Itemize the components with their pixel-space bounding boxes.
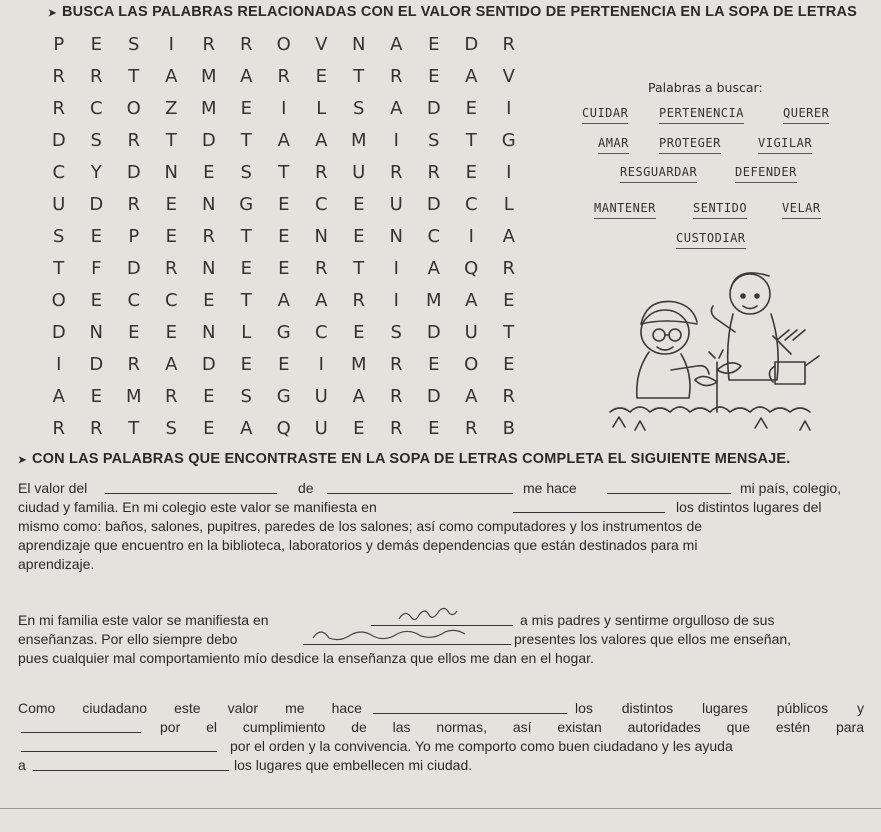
grid-letter[interactable]: S — [240, 385, 252, 407]
grid-letter[interactable]: E — [428, 65, 440, 87]
text: que — [726, 719, 750, 735]
grid-letter[interactable]: E — [353, 321, 365, 343]
grid-letter[interactable]: A — [240, 65, 253, 87]
grid-letter[interactable]: A — [465, 65, 478, 87]
grid-letter[interactable]: T — [353, 257, 365, 279]
grid-letter[interactable]: D — [426, 385, 441, 407]
grid-letter[interactable]: E — [465, 161, 477, 183]
grid-letter[interactable]: I — [506, 97, 512, 119]
grid-letter[interactable]: E — [353, 417, 365, 439]
text: distintos — [621, 700, 674, 716]
grid-letter[interactable]: T — [128, 65, 140, 87]
grid-letter[interactable]: T — [53, 257, 65, 279]
grid-letter[interactable]: P — [128, 225, 140, 247]
text: a mis padres y sentirme orgulloso de sus — [520, 612, 775, 628]
grid-letter[interactable]: A — [502, 225, 515, 247]
answer-blank[interactable] — [21, 737, 217, 752]
grid-letter[interactable]: E — [353, 193, 365, 215]
grid-letter[interactable]: C — [427, 225, 441, 247]
grid-letter[interactable]: D — [426, 97, 441, 119]
word-item: CUIDAR — [582, 106, 628, 124]
text: las — [392, 719, 411, 735]
grid-letter[interactable]: R — [164, 385, 178, 407]
grid-letter[interactable]: U — [314, 417, 328, 439]
grid-letter[interactable]: N — [89, 321, 103, 343]
text: En mi familia este valor se manifiesta en — [18, 612, 269, 628]
text: a — [18, 757, 26, 773]
answer-blank[interactable] — [327, 479, 513, 494]
grid-letter[interactable]: R — [389, 385, 403, 407]
word-item: RESGUARDAR — [620, 165, 697, 183]
grid-letter[interactable]: I — [506, 161, 512, 183]
grid-letter[interactable]: A — [240, 417, 253, 439]
grid-letter[interactable]: D — [426, 321, 441, 343]
text: me hace — [523, 480, 577, 496]
grid-letter[interactable]: I — [56, 353, 62, 375]
grid-letter[interactable]: S — [353, 97, 365, 119]
paragraph-city — [18, 699, 868, 775]
word-item: VELAR — [782, 201, 821, 219]
grid-letter[interactable]: T — [165, 129, 177, 151]
grid-letter[interactable]: R — [314, 161, 328, 183]
grid-letter[interactable]: M — [425, 289, 442, 311]
grid-letter[interactable]: N — [389, 225, 403, 247]
answer-blank[interactable] — [21, 718, 141, 733]
grid-letter[interactable]: S — [90, 129, 102, 151]
grid-letter[interactable]: E — [203, 289, 215, 311]
grid-letter[interactable]: S — [390, 321, 402, 343]
text: existan — [557, 719, 602, 735]
arrow-bullet-icon: ➤ — [18, 455, 27, 466]
grid-letter[interactable]: D — [201, 129, 216, 151]
handwritten-answer-scribble — [371, 607, 513, 623]
word-item: QUERER — [783, 106, 829, 124]
grid-letter[interactable]: D — [89, 193, 104, 215]
grid-letter[interactable]: E — [465, 97, 477, 119]
grid-letter[interactable]: R — [202, 33, 215, 55]
grid-row — [40, 348, 528, 380]
text: pues cualquier mal comportamiento mío desdice la enseñanza que ellos me dan en el hogar. — [18, 650, 594, 666]
grid-letter[interactable]: F — [91, 257, 102, 279]
grid-letter[interactable]: C — [314, 321, 328, 343]
grid-row — [40, 60, 528, 92]
grid-letter[interactable]: E — [503, 289, 515, 311]
grid-letter[interactable]: T — [465, 129, 477, 151]
word-item: DEFENDER — [735, 165, 797, 183]
text: hace — [331, 700, 362, 716]
grid-letter[interactable]: L — [316, 97, 327, 119]
text: autoridades — [627, 719, 701, 735]
word-item: VIGILAR — [758, 136, 812, 154]
grid-letter[interactable]: A — [277, 289, 290, 311]
answer-blank[interactable] — [513, 498, 665, 513]
text: los lugares que embellecen mi ciudad. — [234, 757, 473, 773]
grid-letter[interactable]: M — [200, 97, 217, 119]
grid-letter[interactable]: E — [278, 353, 290, 375]
grid-letter[interactable]: R — [239, 33, 253, 55]
instruction-heading-1: ➤ BUSCA LAS PALABRAS RELACIONADAS CON EL VALOR SENTIDO DE PERTENENCIA EN LA SOPA DE LETRAS — [48, 4, 858, 20]
grid-letter[interactable]: M — [200, 65, 217, 87]
text: lugares — [701, 700, 748, 716]
grid-letter[interactable]: C — [164, 289, 178, 311]
grid-row — [40, 156, 528, 188]
text: de — [351, 719, 367, 735]
grid-letter[interactable]: E — [90, 33, 102, 55]
text: valor — [227, 700, 258, 716]
grid-letter[interactable]: U — [52, 193, 66, 215]
answer-blank[interactable] — [371, 611, 513, 626]
answer-blank[interactable] — [607, 479, 731, 494]
grid-letter[interactable]: I — [393, 129, 399, 151]
grid-letter[interactable]: A — [427, 257, 440, 279]
grid-letter[interactable]: N — [164, 161, 178, 183]
grid-letter[interactable]: R — [427, 161, 440, 183]
grid-letter[interactable]: E — [278, 193, 290, 215]
paragraph-school — [18, 479, 868, 574]
grid-letter[interactable]: R — [127, 353, 140, 375]
grid-row — [40, 124, 528, 156]
grid-letter[interactable]: N — [202, 193, 216, 215]
text: enseñanzas. Por ello siempre debo — [18, 631, 238, 647]
text: por el orden y la convivencia. Yo me comporto como buen ciudadano y les ayuda — [230, 738, 733, 754]
grid-letter[interactable]: I — [168, 33, 174, 55]
grid-letter[interactable]: R — [389, 161, 403, 183]
text: los distintos lugares del — [676, 499, 822, 515]
grid-letter[interactable]: R — [89, 417, 103, 439]
grid-letter[interactable]: E — [165, 225, 177, 247]
grid-letter[interactable]: C — [52, 161, 66, 183]
grid-letter[interactable]: A — [390, 33, 403, 55]
word-item: AMAR — [598, 136, 629, 154]
grid-letter[interactable]: E — [353, 225, 365, 247]
grid-letter[interactable]: B — [502, 417, 515, 439]
grid-letter[interactable]: E — [165, 321, 177, 343]
text: el — [206, 719, 217, 735]
grid-letter[interactable]: E — [203, 417, 215, 439]
grid-letter[interactable]: V — [315, 33, 328, 55]
word-item: PERTENENCIA — [659, 106, 744, 124]
grid-letter[interactable]: U — [389, 193, 403, 215]
text: presentes los valores que ellos me enseñan, — [514, 631, 792, 647]
grid-letter[interactable]: E — [165, 193, 177, 215]
grid-letter[interactable]: R — [127, 193, 140, 215]
grid-row — [40, 28, 528, 60]
grid-letter[interactable]: L — [503, 193, 514, 215]
children-protecting-plant-illustration — [605, 252, 835, 442]
text: estén — [775, 719, 811, 735]
grid-letter[interactable]: E — [428, 353, 440, 375]
answer-blank[interactable] — [303, 630, 511, 645]
grid-letter[interactable]: I — [318, 353, 324, 375]
grid-letter[interactable]: A — [465, 385, 478, 407]
grid-letter[interactable]: R — [389, 353, 403, 375]
grid-letter[interactable]: O — [126, 97, 141, 119]
grid-letter[interactable]: A — [315, 289, 328, 311]
grid-letter[interactable]: D — [126, 161, 141, 183]
grid-letter[interactable]: V — [502, 65, 515, 87]
arrow-bullet-icon: ➤ — [48, 8, 57, 19]
grid-letter[interactable]: R — [464, 417, 478, 439]
grid-letter[interactable]: E — [428, 417, 440, 439]
grid-letter[interactable]: E — [428, 33, 440, 55]
grid-letter[interactable]: O — [276, 33, 291, 55]
word-item: PROTEGER — [659, 136, 721, 154]
grid-letter[interactable]: I — [468, 225, 474, 247]
grid-letter[interactable]: E — [203, 161, 215, 183]
grid-letter[interactable]: S — [165, 417, 177, 439]
text: normas, — [436, 719, 487, 735]
grid-letter[interactable]: R — [352, 289, 365, 311]
text: públicos — [776, 700, 829, 716]
grid-letter[interactable]: D — [201, 353, 216, 375]
grid-letter[interactable]: R — [52, 97, 65, 119]
text: cumplimiento — [242, 719, 326, 735]
grid-letter[interactable]: S — [53, 225, 65, 247]
text: para — [835, 719, 864, 735]
grid-letter[interactable]: R — [52, 65, 65, 87]
grid-letter[interactable]: M — [350, 129, 367, 151]
word-item: SENTIDO — [693, 201, 747, 219]
grid-row — [40, 220, 528, 252]
grid-letter[interactable]: E — [90, 385, 102, 407]
grid-letter[interactable]: N — [352, 33, 366, 55]
grid-letter[interactable]: R — [52, 417, 65, 439]
grid-letter[interactable]: A — [315, 129, 328, 151]
grid-letter[interactable]: R — [202, 225, 215, 247]
grid-letter[interactable]: E — [503, 353, 515, 375]
grid-letter[interactable]: T — [240, 129, 252, 151]
grid-letter[interactable]: D — [464, 33, 479, 55]
text: mismo como: baños, salones, pupitres, paredes de los salones; así como computadores y los instrumentos de — [18, 518, 703, 534]
grid-letter[interactable]: E — [90, 289, 102, 311]
grid-letter[interactable]: T — [503, 321, 515, 343]
grid-letter[interactable]: O — [464, 353, 479, 375]
grid-letter[interactable]: T — [240, 289, 252, 311]
grid-letter[interactable]: G — [501, 129, 516, 151]
handwritten-answer-scribble — [303, 626, 511, 642]
grid-letter[interactable]: G — [276, 321, 291, 343]
grid-letter[interactable]: S — [428, 129, 440, 151]
word-item: CUSTODIAR — [676, 231, 746, 249]
grid-letter[interactable]: S — [240, 161, 252, 183]
grid-letter[interactable]: E — [240, 97, 252, 119]
text: aprendizaje que encuentro en la biblioteca, laboratorios y demás dependencias que están destinados para mi — [18, 537, 698, 553]
grid-letter[interactable]: D — [51, 129, 66, 151]
grid-letter[interactable]: Q — [276, 417, 291, 439]
text: por — [160, 719, 181, 735]
grid-letter[interactable]: M — [350, 353, 367, 375]
grid-letter[interactable]: E — [128, 321, 140, 343]
grid-letter[interactable]: C — [314, 193, 328, 215]
grid-letter[interactable]: R — [502, 257, 515, 279]
word-list-title: Palabras a buscar: — [648, 80, 763, 95]
grid-row — [40, 316, 528, 348]
grid-letter[interactable]: A — [52, 385, 65, 407]
text: El valor del — [18, 480, 88, 496]
grid-letter[interactable]: R — [277, 65, 290, 87]
grid-letter[interactable]: U — [352, 161, 366, 183]
word-search-grid — [40, 28, 528, 444]
answer-blank[interactable] — [373, 699, 567, 714]
grid-letter[interactable]: R — [502, 33, 515, 55]
grid-letter[interactable]: T — [278, 161, 290, 183]
paragraph-family — [18, 611, 868, 668]
text: mi país, colegio, — [740, 480, 842, 496]
text: así — [512, 719, 532, 735]
grid-letter[interactable]: R — [502, 385, 515, 407]
grid-letter[interactable]: Q — [464, 257, 479, 279]
text: y — [857, 700, 864, 716]
grid-letter[interactable]: E — [90, 225, 102, 247]
grid-letter[interactable]: E — [203, 385, 215, 407]
grid-letter[interactable]: C — [127, 289, 141, 311]
grid-letter[interactable]: L — [241, 321, 252, 343]
grid-letter[interactable]: Y — [90, 161, 102, 183]
grid-letter[interactable]: R — [127, 129, 140, 151]
grid-letter[interactable]: T — [128, 417, 140, 439]
answer-blank[interactable] — [105, 479, 277, 494]
answer-blank[interactable] — [33, 756, 229, 771]
grid-row — [40, 92, 528, 124]
text: me — [285, 700, 305, 716]
grid-letter[interactable]: R — [89, 65, 103, 87]
grid-letter[interactable]: T — [240, 225, 252, 247]
instruction-heading-2: ➤ CON LAS PALABRAS QUE ENCONTRASTE EN LA SOPA DE LETRAS COMPLETA EL SIGUIENTE MENSAJE. — [18, 451, 791, 467]
grid-letter[interactable]: A — [465, 289, 478, 311]
grid-row — [40, 412, 528, 444]
text: este — [174, 700, 201, 716]
grid-row — [40, 284, 528, 316]
grid-letter[interactable]: C — [89, 97, 103, 119]
grid-letter[interactable]: E — [240, 353, 252, 375]
grid-letter[interactable]: A — [390, 97, 403, 119]
word-item: MANTENER — [594, 201, 656, 219]
grid-row — [40, 252, 528, 284]
grid-letter[interactable]: A — [165, 65, 178, 87]
text: los — [575, 700, 593, 716]
grid-letter[interactable]: R — [314, 257, 328, 279]
grid-letter[interactable]: C — [464, 193, 478, 215]
grid-letter[interactable]: I — [393, 257, 399, 279]
grid-letter[interactable]: G — [276, 385, 291, 407]
text: de — [298, 480, 314, 496]
grid-letter[interactable]: S — [128, 33, 140, 55]
grid-letter[interactable]: R — [389, 65, 403, 87]
grid-letter[interactable]: A — [352, 385, 365, 407]
grid-letter[interactable]: O — [51, 289, 66, 311]
grid-letter[interactable]: U — [464, 321, 478, 343]
grid-letter[interactable]: E — [240, 257, 252, 279]
grid-letter[interactable]: G — [239, 193, 254, 215]
grid-row — [40, 380, 528, 412]
grid-letter[interactable]: I — [281, 97, 287, 119]
grid-letter[interactable]: N — [202, 321, 216, 343]
grid-letter[interactable]: M — [125, 385, 142, 407]
grid-letter[interactable]: R — [389, 417, 403, 439]
grid-letter[interactable]: E — [278, 225, 290, 247]
text: ciudadano — [82, 700, 148, 716]
grid-letter[interactable]: N — [314, 225, 328, 247]
grid-letter[interactable]: D — [126, 257, 141, 279]
text: ciudad y familia. En mi colegio este valor se manifiesta en — [18, 499, 377, 515]
grid-letter[interactable]: P — [53, 33, 65, 55]
grid-letter[interactable]: N — [202, 257, 216, 279]
grid-letter[interactable]: A — [277, 129, 290, 151]
grid-letter[interactable]: T — [353, 65, 365, 87]
grid-letter[interactable]: A — [165, 353, 178, 375]
grid-letter[interactable]: D — [426, 193, 441, 215]
text: aprendizaje. — [18, 556, 95, 572]
page-divider — [0, 808, 881, 809]
grid-letter[interactable]: U — [314, 385, 328, 407]
grid-row — [40, 188, 528, 220]
grid-letter[interactable]: D — [51, 321, 66, 343]
grid-letter[interactable]: E — [278, 257, 290, 279]
grid-letter[interactable]: R — [164, 257, 178, 279]
text: Como — [18, 700, 56, 716]
grid-letter[interactable]: I — [393, 289, 399, 311]
grid-letter[interactable]: E — [315, 65, 327, 87]
grid-letter[interactable]: Z — [165, 97, 178, 119]
grid-letter[interactable]: D — [89, 353, 104, 375]
